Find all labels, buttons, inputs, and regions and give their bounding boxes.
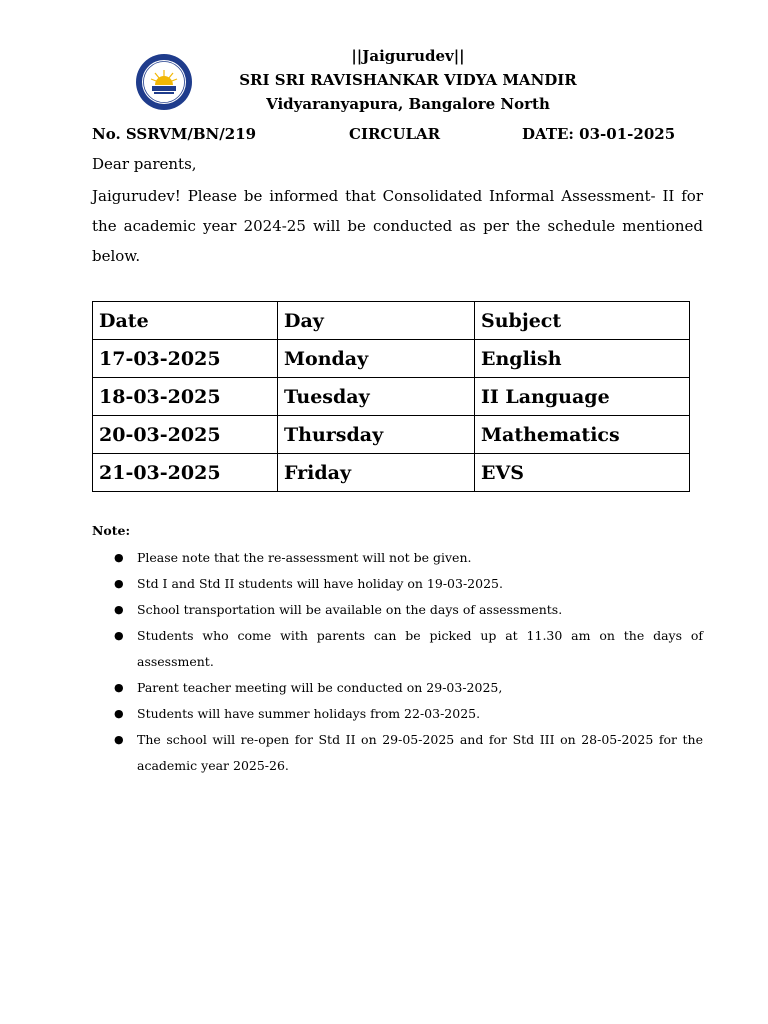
note-text: Please note that the re-assessment will not be given. <box>137 550 472 565</box>
header-cell-date: Date <box>93 302 278 340</box>
circular-date: DATE: 03-01-2025 <box>522 125 676 143</box>
cell-date: 21-03-2025 <box>93 454 278 492</box>
cell-subject: English <box>475 340 690 378</box>
list-item <box>92 701 703 727</box>
header-invocation: ||Jaigurudev|| <box>351 47 465 65</box>
note-text: Students will have summer holidays from 22-03-2025. <box>137 706 481 721</box>
table-row <box>93 454 690 492</box>
bullet-icon: ● <box>114 707 124 720</box>
cell-day: Monday <box>278 340 475 378</box>
bullet-icon: ● <box>114 733 124 746</box>
circular-label: CIRCULAR <box>349 125 441 143</box>
note-text: Parent teacher meeting will be conducted on 29-03-2025, <box>137 680 503 695</box>
notes-list <box>92 545 703 779</box>
note-text: School transportation will be available on the days of assessments. <box>137 602 563 617</box>
cell-day: Friday <box>278 454 475 492</box>
school-address: Vidyaranyapura, Bangalore North <box>266 95 550 113</box>
cell-subject: Mathematics <box>475 416 690 454</box>
header-cell-subject: Subject <box>475 302 690 340</box>
header-cell-day: Day <box>278 302 475 340</box>
cell-date: 17-03-2025 <box>93 340 278 378</box>
assessment-schedule-table <box>92 301 690 492</box>
table-row <box>93 340 690 378</box>
table-row <box>93 416 690 454</box>
cell-subject: EVS <box>475 454 690 492</box>
school-name: SRI SRI RAVISHANKAR VIDYA MANDIR <box>239 71 577 89</box>
body-paragraph: Jaigurudev! Please be informed that Consolidated Informal Assessment- II for the academic year 2024-25 will be conducted as per the schedule mentioned below. <box>92 187 703 265</box>
bullet-icon: ● <box>114 551 124 564</box>
note-text: The school will re-open for Std II on 29-05-2025 and for Std III on 28-05-2025 for the academic year 2025-26. <box>137 732 703 773</box>
cell-day: Tuesday <box>278 378 475 416</box>
bullet-icon: ● <box>114 603 124 616</box>
list-item <box>92 597 703 623</box>
list-item <box>92 675 703 701</box>
table-row <box>93 378 690 416</box>
cell-day: Thursday <box>278 416 475 454</box>
circular-ref-number: No. SSRVM/BN/219 <box>92 125 257 143</box>
bullet-icon: ● <box>114 681 124 694</box>
cell-date: 20-03-2025 <box>93 416 278 454</box>
table-header-row <box>93 302 690 340</box>
list-item <box>92 545 703 571</box>
bullet-icon: ● <box>114 577 124 590</box>
note-text: Students who come with parents can be picked up at 11.30 am on the days of assessment. <box>137 628 703 669</box>
notes-title: Note: <box>92 523 131 538</box>
list-item <box>92 571 703 597</box>
list-item <box>92 727 703 779</box>
bullet-icon: ● <box>114 629 124 642</box>
note-text: Std I and Std II students will have holiday on 19-03-2025. <box>137 576 503 591</box>
cell-date: 18-03-2025 <box>93 378 278 416</box>
list-item <box>92 623 703 675</box>
salutation: Dear parents, <box>92 155 197 173</box>
cell-subject: II Language <box>475 378 690 416</box>
